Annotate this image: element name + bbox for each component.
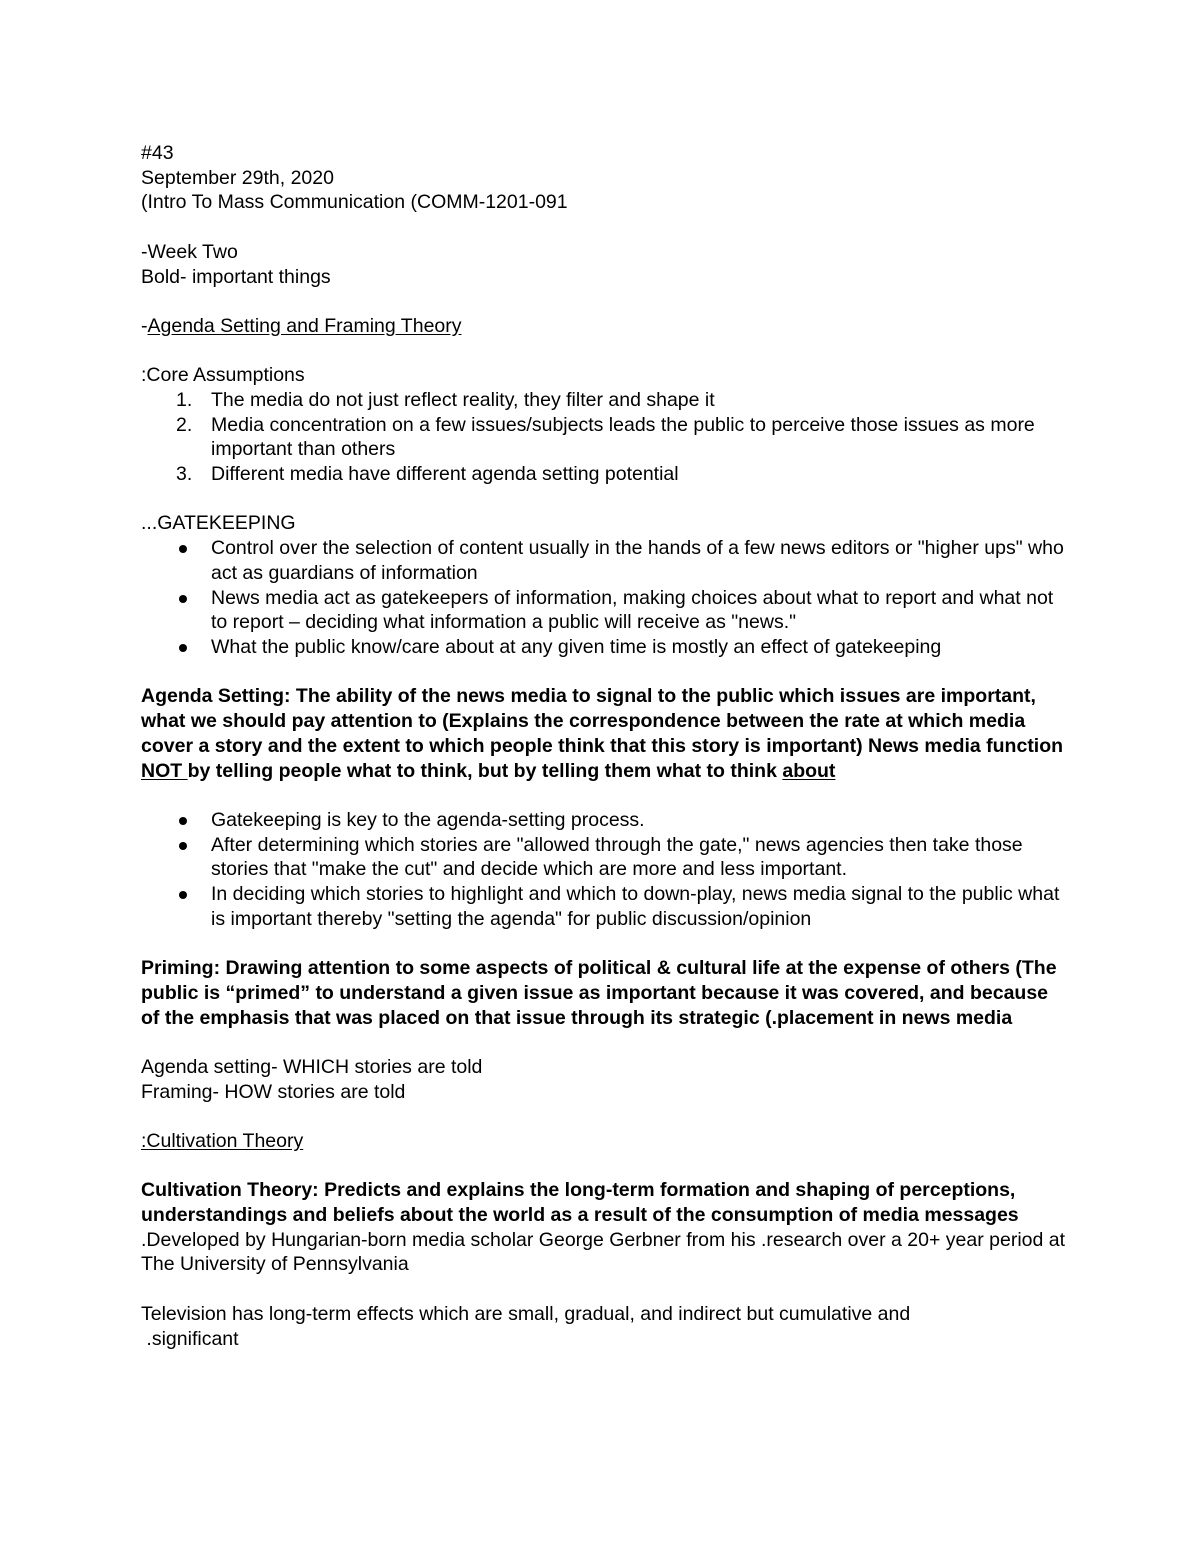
list-item [141, 536, 1071, 585]
section-title-cultivation: :Cultivation Theory [141, 1129, 304, 1152]
spacer [141, 487, 1071, 512]
list-item-text: Gatekeeping is key to the agenda-setting process. [211, 808, 645, 831]
section-heading-agenda [141, 314, 1071, 339]
spacer [141, 1030, 1071, 1055]
comparison-framing: Framing- HOW stories are told [141, 1080, 406, 1103]
spacer [141, 289, 1071, 314]
spacer [141, 660, 1071, 685]
agenda-definition-text-2: by telling people what to think, but by telling them what to think [187, 759, 783, 782]
list-number: 1. [176, 388, 193, 411]
list-item [141, 413, 1071, 462]
list-item-text: Different media have different agenda setting potential [211, 463, 679, 486]
television-effects: Television has long-term effects which are small, gradual, and indirect but cumulative and [141, 1302, 911, 1325]
list-item [141, 635, 1071, 660]
emphasis-not: NOT [141, 759, 188, 782]
list-number: 2. [176, 413, 193, 436]
spacer [141, 1277, 1071, 1302]
bullet-icon [179, 595, 187, 603]
agenda-setting-definition [141, 684, 1071, 783]
week-label: -Week Two [141, 240, 238, 263]
list-item-text: The media do not just reflect reality, they filter and shape it [211, 388, 715, 411]
cultivation-definition [141, 1178, 1071, 1277]
core-assumptions-heading: :Core Assumptions [141, 364, 305, 387]
priming-definition: Priming: Drawing attention to some aspects of political & cultural life at the expense of others (The public is “primed” to understand a given issue as important because it was covered, and because of the emphasis that was placed on that issue through its strategic (.placement in news media [141, 957, 1057, 1029]
list-item [141, 808, 1071, 833]
course-title: (Intro To Mass Communication (COMM-1201-091 [141, 191, 568, 214]
spacer [141, 931, 1071, 956]
spacer [141, 1154, 1071, 1179]
note-date: September 29th, 2020 [141, 166, 334, 189]
list-item [141, 882, 1071, 931]
bullet-icon [179, 644, 187, 652]
agenda-definition-text: Agenda Setting: The ability of the news media to signal to the public which issues are important, what we should pay attention to (Explains the correspondence between the rate at which media cover a story and the extent to which people think that this story is important) News media function [141, 685, 1064, 757]
comparison-agenda: Agenda setting- WHICH stories are told [141, 1055, 483, 1078]
list-number: 3. [176, 463, 193, 486]
list-item-text: In deciding which stories to highlight and which to down-play, news media signal to the public what is important thereby "setting the agenda" for public discussion/opinion [211, 883, 1060, 930]
gatekeeping-heading: ...GATEKEEPING [141, 512, 296, 535]
bullet-icon [179, 545, 187, 553]
gatekeeping-list [141, 536, 1071, 660]
list-item [141, 833, 1071, 882]
agenda-setting-list [141, 808, 1071, 932]
document-page [141, 141, 1071, 1351]
note-number: #43 [141, 142, 174, 164]
list-item-text: News media act as gatekeepers of information, making choices about what to report and what not to report – deciding what information a public will receive as "news." [211, 586, 1054, 634]
legend-note: Bold- important things [141, 265, 331, 288]
section-title-agenda: Agenda Setting and Framing Theory [147, 314, 462, 337]
spacer [141, 1104, 1071, 1129]
list-item [141, 388, 1071, 413]
list-item [141, 586, 1071, 635]
list-item-text: Media concentration on a few issues/subjects leads the public to perceive those issues as more important than others [211, 413, 1035, 461]
section-dash: - [141, 314, 148, 337]
section-heading-cultivation [141, 1129, 1071, 1154]
cultivation-normal-text: .Developed by Hungarian-born media scholar George Gerbner from his .research over a 20+ year period at The University of Pennsylvania [141, 1228, 1066, 1276]
core-assumptions-list [141, 388, 1071, 487]
bullet-icon [179, 891, 187, 899]
cultivation-bold-text: Cultivation Theory: Predicts and explains the long-term formation and shaping of perceptions, understandings and beliefs about the world as a result of the consumption of media messages [141, 1179, 1019, 1227]
bullet-icon [179, 842, 187, 850]
spacer [141, 215, 1071, 240]
bullet-icon [179, 817, 187, 825]
spacer [141, 783, 1071, 808]
spacer [141, 339, 1071, 364]
list-item [141, 462, 1071, 487]
emphasis-about: about [782, 759, 836, 782]
list-item-text: Control over the selection of content usually in the hands of a few news editors or "higher ups" who act as guardians of information [211, 537, 1064, 584]
list-item-text: What the public know/care about at any given time is mostly an effect of gatekeeping [211, 636, 942, 658]
television-effects-end: .significant [141, 1327, 239, 1350]
list-item-text: After determining which stories are "allowed through the gate," news agencies then take those stories that "make the cut" and decide which are more and less important. [211, 833, 1023, 881]
